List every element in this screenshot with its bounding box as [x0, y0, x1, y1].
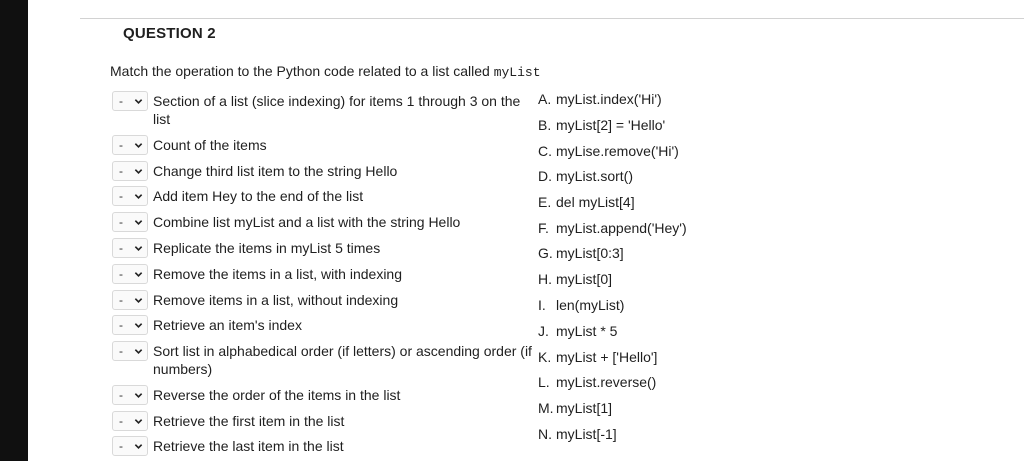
option-letter: H.: [538, 271, 552, 287]
option-letter: B.: [538, 117, 552, 133]
option-letter: K.: [538, 349, 552, 365]
answer-option: [538, 400, 612, 416]
dropdown-value: -: [119, 293, 123, 307]
option-letter: F.: [538, 220, 549, 236]
option-code: myList[1]: [556, 400, 613, 416]
answer-dropdown[interactable]: [112, 135, 148, 155]
chevron-down-icon: [134, 321, 143, 330]
dropdown-value: -: [119, 215, 123, 229]
chevron-down-icon: [134, 218, 143, 227]
dropdown-value: -: [119, 164, 123, 178]
dropdown-value: -: [119, 94, 123, 108]
question-title: QUESTION 2: [123, 25, 216, 42]
option-code: len(myList): [556, 297, 625, 313]
answer-option: [538, 143, 679, 159]
row-label: Add item Hey to the end of the list: [153, 188, 364, 204]
option-letter: I.: [538, 297, 546, 313]
option-letter: N.: [538, 426, 552, 442]
row-label: Retrieve the first item in the list: [153, 413, 345, 429]
dropdown-value: -: [119, 318, 123, 332]
answer-option: [538, 117, 665, 133]
answer-option: [538, 297, 624, 313]
option-code: myList[0:3]: [556, 245, 624, 261]
answer-dropdown[interactable]: [112, 315, 148, 335]
dropdown-value: -: [119, 138, 123, 152]
answer-dropdown[interactable]: [112, 186, 148, 206]
dropdown-value: -: [119, 388, 123, 402]
answer-option: [538, 349, 657, 365]
chevron-down-icon: [134, 391, 143, 400]
row-label: Remove the items in a list, with indexing: [153, 266, 402, 282]
answer-dropdown[interactable]: [112, 436, 148, 456]
answer-option: [538, 323, 617, 339]
row-label: Section of a list (slice indexing) for items 1 through 3 on the list: [153, 93, 521, 127]
answer-option: [538, 271, 612, 287]
row-label: Remove items in a list, without indexing: [153, 292, 399, 308]
answer-dropdown[interactable]: [112, 91, 148, 111]
row-label: Combine list myList and a list with the string Hello: [153, 214, 461, 230]
option-letter: J.: [538, 323, 549, 339]
dropdown-value: -: [119, 344, 123, 358]
option-letter: G.: [538, 245, 553, 261]
chevron-down-icon: [134, 97, 143, 106]
chevron-down-icon: [134, 141, 143, 150]
answer-dropdown[interactable]: [112, 385, 148, 405]
chevron-down-icon: [134, 296, 143, 305]
option-letter: M.: [538, 400, 554, 416]
row-label: Change third list item to the string Hello: [153, 163, 398, 179]
row-label: Sort list in alphabedical order (if letters) or ascending order (if numbers): [153, 343, 532, 377]
option-letter: D.: [538, 168, 552, 184]
dropdown-value: -: [119, 241, 123, 255]
prompt-text: Match the operation to the Python code related to a list called: [110, 63, 494, 79]
option-letter: A.: [538, 91, 552, 107]
answer-dropdown[interactable]: [112, 264, 148, 284]
option-code: myList.reverse(): [556, 374, 657, 390]
answer-option: [538, 426, 617, 442]
answer-dropdown[interactable]: [112, 161, 148, 181]
row-label: Replicate the items in myList 5 times: [153, 240, 381, 256]
answer-option: [538, 168, 633, 184]
option-code: myList + ['Hello']: [556, 349, 658, 365]
option-code: myList.append('Hey'): [556, 220, 687, 236]
row-label: Reverse the order of the items in the list: [153, 387, 401, 403]
dropdown-value: -: [119, 189, 123, 203]
answer-option: [538, 91, 662, 107]
chevron-down-icon: [134, 442, 143, 451]
option-code: myList.sort(): [556, 168, 633, 184]
left-sidebar-bar: [0, 0, 28, 461]
answer-option: [538, 220, 687, 236]
chevron-down-icon: [134, 244, 143, 253]
option-code: myList[2] = 'Hello': [556, 117, 666, 133]
answer-dropdown[interactable]: [112, 290, 148, 310]
question-prompt: [110, 63, 541, 80]
answer-option: [538, 245, 624, 261]
option-letter: E.: [538, 194, 552, 210]
top-divider: [80, 18, 1024, 19]
answer-option: [538, 374, 656, 390]
row-label: Retrieve an item's index: [153, 317, 302, 333]
dropdown-value: -: [119, 414, 123, 428]
dropdown-value: -: [119, 267, 123, 281]
chevron-down-icon: [134, 417, 143, 426]
dropdown-value: -: [119, 439, 123, 453]
option-code: myList[0]: [556, 271, 613, 287]
chevron-down-icon: [134, 270, 143, 279]
prompt-code: myList: [493, 65, 541, 80]
answer-option: [538, 194, 635, 210]
answer-dropdown[interactable]: [112, 341, 148, 361]
answer-dropdown[interactable]: [112, 238, 148, 258]
chevron-down-icon: [134, 167, 143, 176]
option-code: myLise.remove('Hi'): [556, 143, 679, 159]
answer-dropdown[interactable]: [112, 411, 148, 431]
option-letter: L.: [538, 374, 550, 390]
row-label: Count of the items: [153, 137, 267, 153]
option-code: del myList[4]: [556, 194, 635, 210]
chevron-down-icon: [134, 347, 143, 356]
option-code: myList * 5: [556, 323, 618, 339]
option-letter: C.: [538, 143, 552, 159]
row-label: Retrieve the last item in the list: [153, 438, 344, 454]
option-code: myList.index('Hi'): [556, 91, 662, 107]
chevron-down-icon: [134, 192, 143, 201]
option-code: myList[-1]: [556, 426, 617, 442]
answer-dropdown[interactable]: [112, 212, 148, 232]
